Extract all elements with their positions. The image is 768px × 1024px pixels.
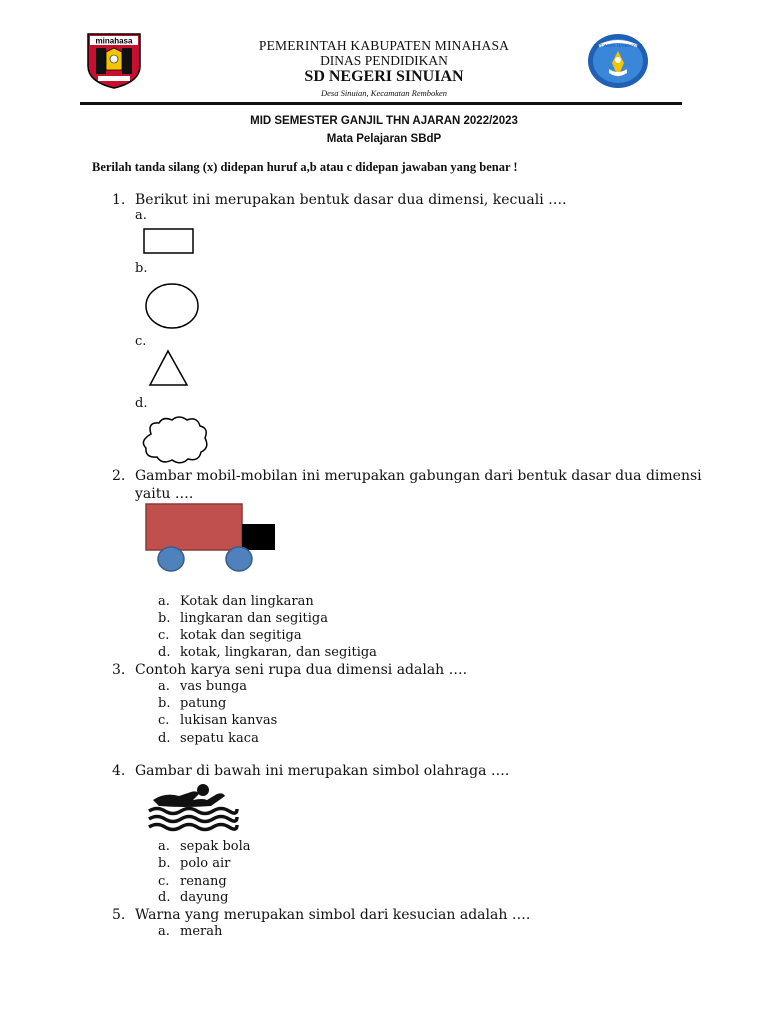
cloud-shape bbox=[139, 414, 211, 466]
question-text-continued: yaitu …. bbox=[135, 486, 194, 502]
logo-right-text: TUT WURI HANDAYANI bbox=[593, 43, 643, 48]
option-letter: a. bbox=[158, 839, 170, 854]
triangle-shape bbox=[148, 349, 190, 387]
question-text: Warna yang merupakan simbol dari kesucian adalah …. bbox=[135, 907, 531, 923]
option-text: sepatu kaca bbox=[180, 731, 259, 746]
question-text: Berikut ini merupakan bentuk dasar dua dimensi, kecuali …. bbox=[135, 192, 567, 208]
option-text: vas bunga bbox=[180, 679, 248, 694]
option-letter: c. bbox=[135, 334, 147, 349]
circle-shape bbox=[145, 283, 201, 329]
option-letter: b. bbox=[158, 856, 171, 871]
header-department: DINAS PENDIDIKAN bbox=[320, 53, 448, 68]
option-letter: d. bbox=[135, 396, 148, 411]
option-text: sepak bola bbox=[180, 839, 251, 854]
option-letter: c. bbox=[158, 628, 170, 643]
option-text: kotak dan segitiga bbox=[180, 628, 302, 643]
toy-truck-image bbox=[145, 503, 278, 573]
option-letter: b. bbox=[158, 696, 171, 711]
option-letter: d. bbox=[158, 731, 171, 746]
option-text: patung bbox=[180, 696, 227, 711]
swimming-icon bbox=[145, 780, 239, 832]
instruction: Berilah tanda silang (x) didepan huruf a,b atau c didepan jawaban yang benar ! bbox=[92, 160, 518, 174]
option-text: renang bbox=[180, 874, 227, 889]
header-divider bbox=[80, 102, 682, 105]
option-text: polo air bbox=[180, 856, 231, 871]
question-number: 3. bbox=[112, 662, 126, 678]
question-number: 4. bbox=[112, 763, 126, 779]
option-text: kotak, lingkaran, dan segitiga bbox=[180, 645, 377, 660]
rectangle-shape bbox=[143, 228, 193, 252]
option-text: Kotak dan lingkaran bbox=[180, 594, 314, 609]
option-letter: b. bbox=[158, 611, 171, 626]
option-text: lingkaran dan segitiga bbox=[180, 611, 328, 626]
option-letter: a. bbox=[158, 594, 170, 609]
option-letter: a. bbox=[135, 208, 147, 223]
question-text: Contoh karya seni rupa dua dimensi adalah …. bbox=[135, 662, 468, 678]
header-address: Desa Sinuian, Kecamatan Remboken bbox=[320, 88, 448, 98]
exam-subject: Mata Pelajaran SBdP bbox=[326, 133, 442, 145]
question-number: 1. bbox=[112, 192, 126, 208]
question-text: Gambar mobil-mobilan ini merupakan gabungan dari bentuk dasar dua dimensi bbox=[135, 468, 702, 484]
option-letter: a. bbox=[158, 679, 170, 694]
logo-left-text: minahasa bbox=[95, 36, 133, 46]
option-letter: d. bbox=[158, 890, 171, 905]
question-number: 5. bbox=[112, 907, 126, 923]
header-school-name: SD NEGERI SINUIAN bbox=[304, 68, 464, 85]
option-letter: b. bbox=[135, 261, 148, 276]
option-text: dayung bbox=[180, 890, 229, 905]
option-text: merah bbox=[180, 924, 223, 939]
option-letter: a. bbox=[158, 924, 170, 939]
option-letter: d. bbox=[158, 645, 171, 660]
option-letter: c. bbox=[158, 713, 170, 728]
option-letter: c. bbox=[158, 874, 170, 889]
exam-title: MID SEMESTER GANJIL THN AJARAN 2022/2023 bbox=[250, 115, 518, 127]
question-number: 2. bbox=[112, 468, 126, 484]
option-text: lukisan kanvas bbox=[180, 713, 278, 728]
question-text: Gambar di bawah ini merupakan simbol olahraga …. bbox=[135, 763, 510, 779]
header-government: PEMERINTAH KABUPATEN MINAHASA bbox=[258, 38, 510, 53]
